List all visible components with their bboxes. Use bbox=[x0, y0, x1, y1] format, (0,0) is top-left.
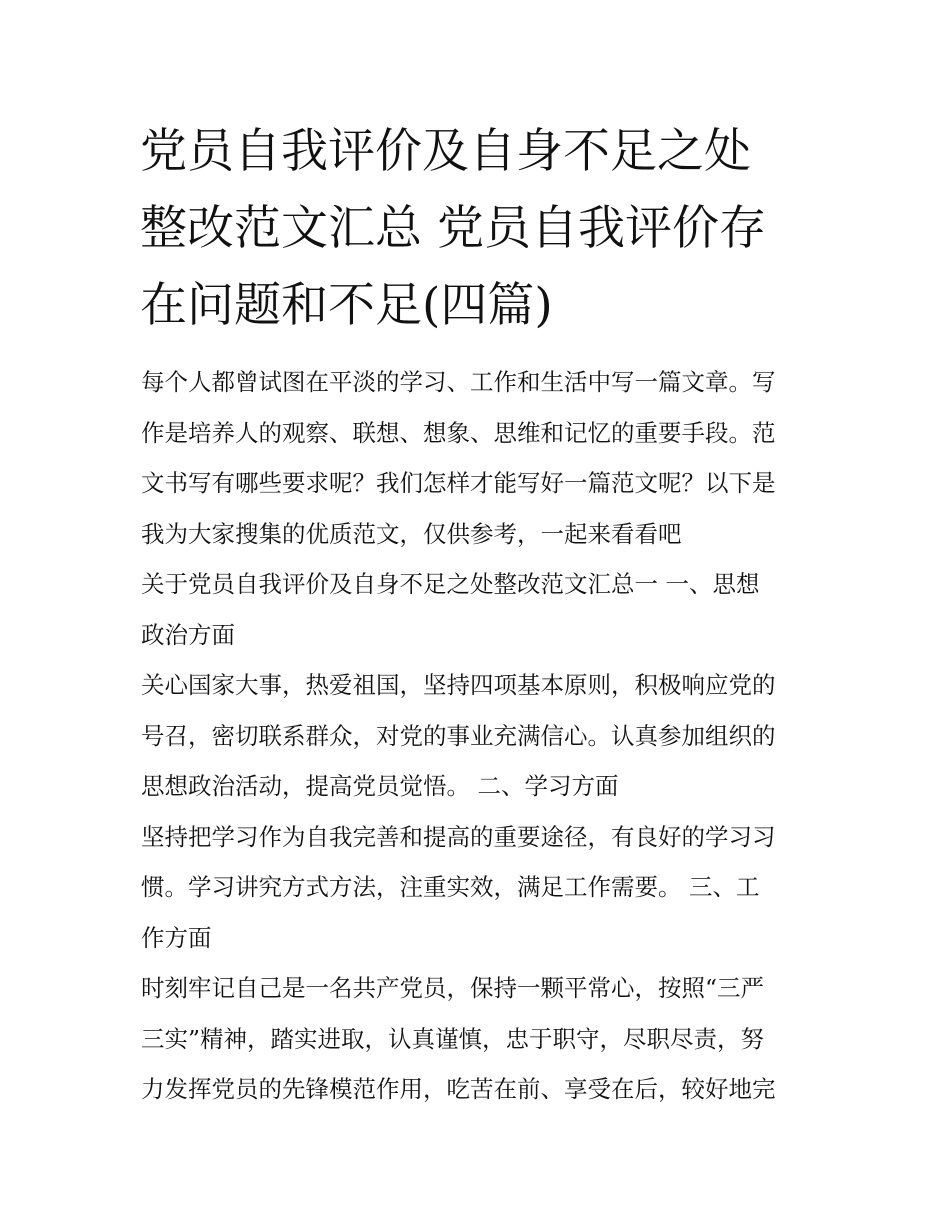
body-line: 作是培养人的观察、联想、想象、思维和记忆的重要手段。范 bbox=[141, 418, 776, 447]
body-line: 坚持把学习作为自我完善和提高的重要途径，有良好的学习习 bbox=[141, 822, 776, 851]
title-line: 在问题和不足(四篇) bbox=[140, 278, 553, 333]
title-line: 整改范文汇总 党员自我评价存 bbox=[140, 201, 766, 256]
body-line: 惯。学习讲究方式方法，注重实效，满足工作需要。 三、工 bbox=[141, 873, 760, 901]
body-line: 号召，密切联系群众，对党的事业充满信心。认真参加组织的 bbox=[141, 721, 776, 750]
document-body bbox=[141, 357, 821, 1115]
body-line: 文书写有哪些要求呢？我们怎样才能写好一篇范文呢？以下是 bbox=[141, 469, 776, 497]
body-line: 每个人都曾试图在平淡的学习、工作和生活中写一篇文章。写 bbox=[141, 368, 776, 396]
body-line: 作方面 bbox=[141, 923, 212, 952]
body-line: 三实”精神，踏实进取，认真谨慎，忠于职守，尽职尽责，努 bbox=[141, 1024, 765, 1053]
body-line: 我为大家搜集的优质范文，仅供参考，一起来看看吧 bbox=[141, 519, 682, 548]
section-heading-line: 政治方面 bbox=[141, 620, 235, 649]
body-line: 力发挥党员的先锋模范作用，吃苦在前、享受在后，较好地完 bbox=[141, 1075, 776, 1103]
body-line: 关心国家大事，热爱祖国，坚持四项基本原则，积极响应党的 bbox=[141, 671, 776, 699]
title-line: 党员自我评价及自身不足之处 bbox=[140, 124, 751, 179]
document-title bbox=[140, 113, 830, 344]
body-line: 时刻牢记自己是一名共产党员，保持一颗平常心，按照“三严 bbox=[141, 974, 765, 1002]
body-line: 思想政治活动，提高党员觉悟。 二、学习方面 bbox=[141, 772, 619, 800]
section-heading-line: 关于党员自我评价及自身不足之处整改范文汇总一 一、思想 bbox=[141, 570, 760, 598]
